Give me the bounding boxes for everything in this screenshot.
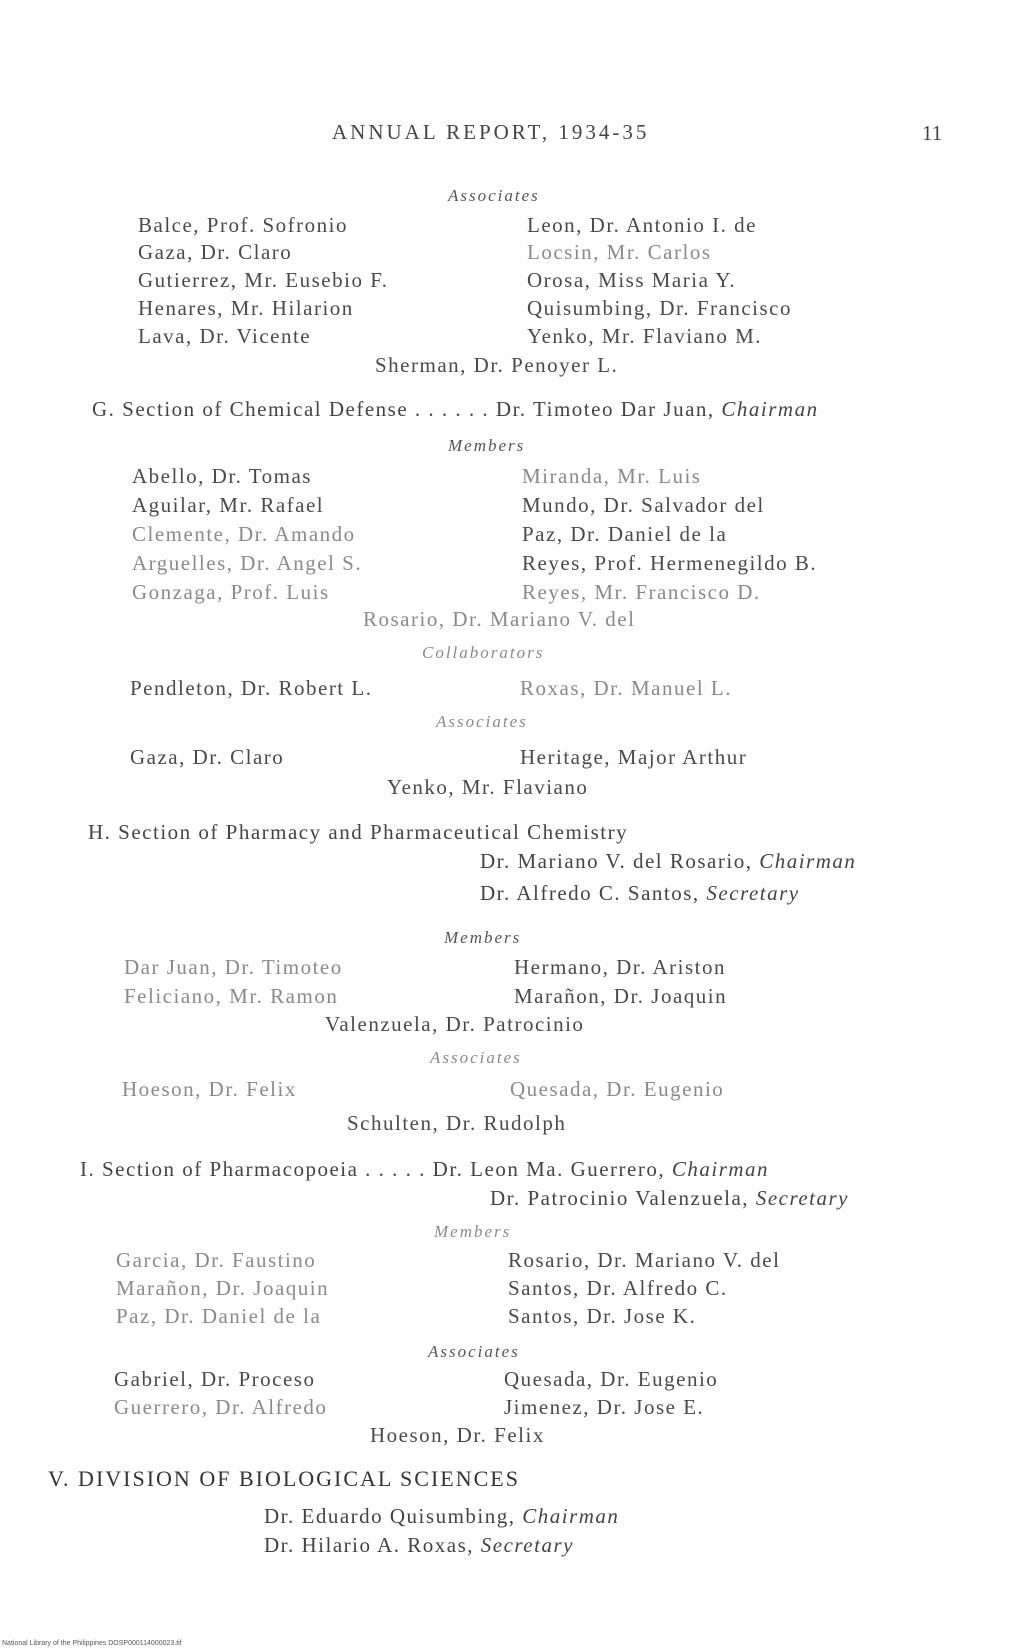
name-entry: Valenzuela, Dr. Patrocinio [325,1012,585,1036]
name-entry: Sherman, Dr. Penoyer L. [375,353,619,377]
name-entry: Guerrero, Dr. Alfredo [114,1395,328,1419]
section-i-title-text: I. Section of Pharmacopoeia . . . . . Dr. Leon Ma. Guerrero, [80,1157,666,1181]
name-entry: Arguelles, Dr. Angel S. [132,551,363,575]
section-g-chair-role: Chairman [721,397,819,421]
members-heading: Members [434,1222,512,1241]
section-i-secretary-name: Dr. Patrocinio Valenzuela, [490,1186,750,1210]
name-entry: Hermano, Dr. Ariston [514,955,726,979]
name-entry: Aguilar, Mr. Rafael [132,493,325,517]
name-entry: Quesada, Dr. Eugenio [510,1077,725,1101]
division-v-secretary-role: Secretary [480,1533,574,1557]
name-entry: Leon, Dr. Antonio I. de [527,213,757,237]
associates-heading: Associates [428,1342,520,1361]
section-h-chair-name: Dr. Mariano V. del Rosario, [480,849,753,873]
name-entry: Hoeson, Dr. Felix [122,1077,297,1101]
name-entry: Miranda, Mr. Luis [522,464,702,488]
name-entry: Hoeson, Dr. Felix [370,1423,545,1447]
section-h-chair [480,849,856,874]
name-entry: Quisumbing, Dr. Francisco [527,296,792,320]
section-i-chair-role: Chairman [671,1157,770,1181]
name-entry: Feliciano, Mr. Ramon [124,984,339,1008]
associates-heading: Associates [436,712,528,731]
section-i-secretary [490,1186,849,1211]
name-entry: Rosario, Dr. Mariano V. del [508,1248,781,1272]
name-entry: Yenko, Mr. Flaviano M. [527,324,763,348]
name-entry: Dar Juan, Dr. Timoteo [124,955,343,979]
members-heading: Members [448,436,526,455]
name-entry: Gaza, Dr. Claro [138,240,293,264]
name-entry: Paz, Dr. Daniel de la [116,1304,322,1328]
name-entry: Rosario, Dr. Mariano V. del [363,607,636,631]
name-entry: Marañon, Dr. Joaquin [514,984,728,1008]
name-entry: Santos, Dr. Alfredo C. [508,1276,728,1300]
division-v-title: V. DIVISION OF BIOLOGICAL SCIENCES [48,1466,520,1491]
name-entry: Balce, Prof. Sofronio [138,213,348,237]
section-i-secretary-role: Secretary [755,1186,849,1210]
name-entry: Pendleton, Dr. Robert L. [130,676,373,700]
scan-footer: National Library of the Philippines DOSP000114000023.tif [2,1640,182,1647]
page-number: 11 [922,121,943,145]
section-h-secretary [480,881,800,906]
section-g-title-text: G. Section of Chemical Defense . . . . . . Dr. Timoteo Dar Juan, [92,397,715,421]
name-entry: Jimenez, Dr. Jose E. [504,1395,705,1419]
division-v-chair-role: Chairman [522,1504,620,1528]
name-entry: Orosa, Miss Maria Y. [527,268,737,292]
division-v-chair-name: Dr. Eduardo Quisumbing, [264,1504,516,1528]
division-v-secretary-name: Dr. Hilario A. Roxas, [264,1533,474,1557]
division-v-secretary [264,1533,574,1558]
name-entry: Locsin, Mr. Carlos [527,240,712,264]
name-entry: Mundo, Dr. Salvador del [522,493,765,517]
name-entry: Schulten, Dr. Rudolph [347,1111,567,1135]
name-entry: Clemente, Dr. Amando [132,522,356,546]
members-heading: Members [444,928,522,947]
name-entry: Gutierrez, Mr. Eusebio F. [138,268,389,292]
section-h-secretary-name: Dr. Alfredo C. Santos, [480,881,700,905]
section-i-title [80,1157,769,1182]
name-entry: Santos, Dr. Jose K. [508,1304,697,1328]
collaborators-heading: Collaborators [422,643,545,662]
name-entry: Reyes, Mr. Francisco D. [522,580,761,604]
section-h-title: H. Section of Pharmacy and Pharmaceutical Chemistry [88,820,629,844]
page-header-title: ANNUAL REPORT, 1934-35 [332,120,650,144]
section-h-secretary-role: Secretary [706,881,800,905]
name-entry: Heritage, Major Arthur [520,745,748,769]
associates-heading: Associates [430,1048,522,1067]
name-entry: Reyes, Prof. Hermenegildo B. [522,551,818,575]
name-entry: Quesada, Dr. Eugenio [504,1367,719,1391]
name-entry: Paz, Dr. Daniel de la [522,522,728,546]
name-entry: Gabriel, Dr. Proceso [114,1367,316,1391]
section-h-chair-role: Chairman [759,849,857,873]
name-entry: Roxas, Dr. Manuel L. [520,676,732,700]
name-entry: Garcia, Dr. Faustino [116,1248,317,1272]
name-entry: Yenko, Mr. Flaviano [387,775,589,799]
name-entry: Marañon, Dr. Joaquin [116,1276,330,1300]
division-v-chair [264,1504,619,1529]
name-entry: Henares, Mr. Hilarion [138,296,354,320]
name-entry: Lava, Dr. Vicente [138,324,312,348]
section-g-title [92,397,819,422]
associates-heading: Associates [448,186,540,205]
name-entry: Gaza, Dr. Claro [130,745,285,769]
name-entry: Gonzaga, Prof. Luis [132,580,330,604]
name-entry: Abello, Dr. Tomas [132,464,312,488]
